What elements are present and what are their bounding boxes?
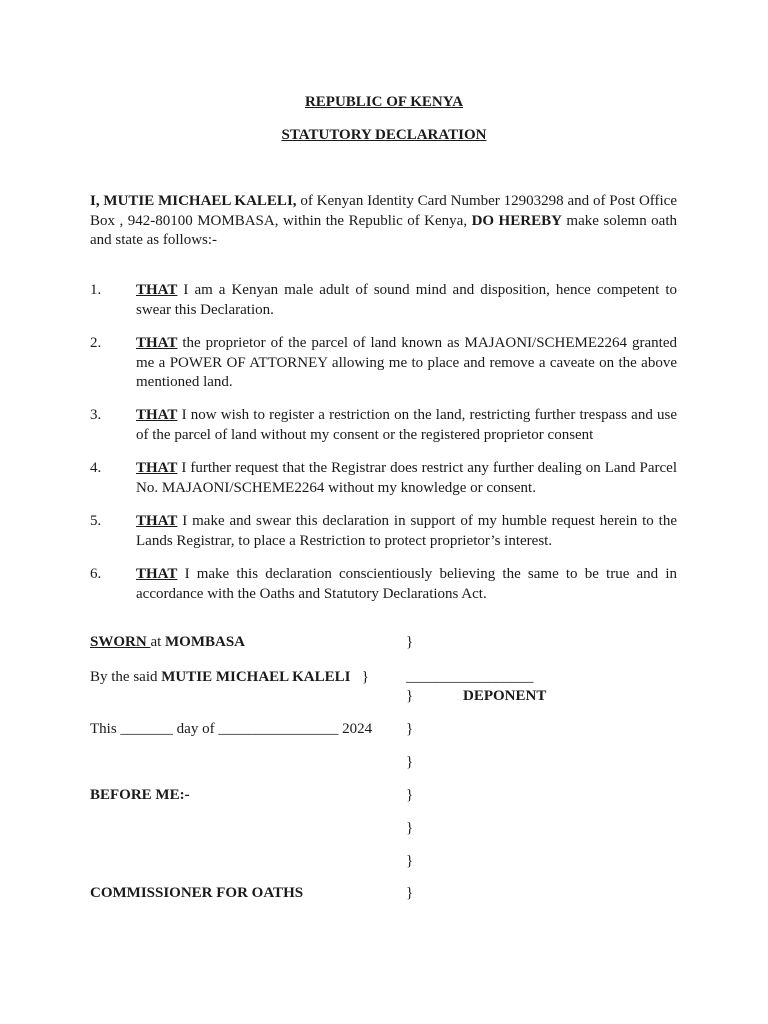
that-label: THAT <box>136 460 178 476</box>
item-text: I now wish to register a restriction on the land, restricting further trespass and use of the parcel of land without my consent or the registered proprietor consent <box>136 407 677 443</box>
date-line: This _______ day of ________________ 2024 <box>90 721 373 737</box>
that-label: THAT <box>136 407 178 423</box>
item-number: 6. <box>90 566 102 582</box>
intro-text-end: make solemn oath and state as follows:- <box>90 212 678 248</box>
brace: } <box>406 754 414 770</box>
by-said-label: By the said <box>90 669 162 685</box>
brace: } <box>406 885 414 901</box>
item-number: 3. <box>90 407 102 423</box>
brace: } <box>406 820 414 836</box>
item-text: I make and swear this declaration in support of my humble request herein to the Lands Registrar, to place a Restriction to protect proprietor’s interest. <box>136 513 677 549</box>
intro-paragraph <box>90 192 677 251</box>
item-text: I make this declaration conscientiously believing the same to be true and in accordance with the Oaths and Statutory Declarations Act. <box>136 566 677 602</box>
declarant-name: I, MUTIE MICHAEL KALELI, <box>90 193 297 209</box>
item-text: I further request that the Registrar does restrict any further dealing on Land Parcel No. MAJAONI/SCHEME2264 without my knowledge or consent. <box>136 460 677 496</box>
item-text: I am a Kenyan male adult of sound mind and disposition, hence competent to swear this Declaration. <box>136 282 677 318</box>
by-said-line <box>90 668 369 688</box>
brace: } <box>406 688 414 704</box>
declaration-item <box>90 334 677 393</box>
sworn-label: SWORN <box>90 634 151 650</box>
do-hereby: DO HEREBY <box>471 212 562 229</box>
country-heading: REPUBLIC OF KENYA <box>304 94 464 110</box>
item-number: 4. <box>90 460 102 476</box>
sworn-place: MOMBASA <box>165 634 246 650</box>
intro-text: of Kenyan Identity Card Number 12903298 and of Post Office Box , 942-80100 MOMBASA, within the Republic of Kenya, <box>90 193 677 229</box>
declaration-item <box>90 512 677 551</box>
that-label: THAT <box>136 335 178 351</box>
item-number: 5. <box>90 513 102 529</box>
item-number: 1. <box>90 282 102 298</box>
declaration-item <box>90 565 677 604</box>
sworn-line <box>90 633 245 653</box>
declaration-item <box>90 459 677 498</box>
name-brace: } <box>350 669 369 685</box>
brace: } <box>406 721 414 737</box>
before-me-label: BEFORE ME:- <box>90 787 190 803</box>
item-number: 2. <box>90 335 102 351</box>
declaration-item <box>90 281 677 320</box>
brace: } <box>406 634 414 650</box>
item-text: the proprietor of the parcel of land known as MAJAONI/SCHEME2264 granted me a POWER OF ATTORNEY allowing me to place and remove a caveate on the above mentioned land. <box>136 335 677 390</box>
at-label: at <box>150 634 166 650</box>
brace: } <box>406 853 414 869</box>
declaration-item <box>90 406 677 445</box>
commissioner-label: COMMISSIONER FOR OATHS <box>90 885 304 901</box>
deponent-label: DEPONENT <box>463 688 547 704</box>
that-label: THAT <box>136 282 178 298</box>
deponent-name: MUTIE MICHAEL KALELI <box>161 669 351 685</box>
signature-line: _________________ <box>406 669 534 685</box>
that-label: THAT <box>136 513 178 529</box>
that-label: THAT <box>136 566 178 582</box>
document-title: STATUTORY DECLARATION <box>281 127 487 143</box>
brace: } <box>406 787 414 803</box>
